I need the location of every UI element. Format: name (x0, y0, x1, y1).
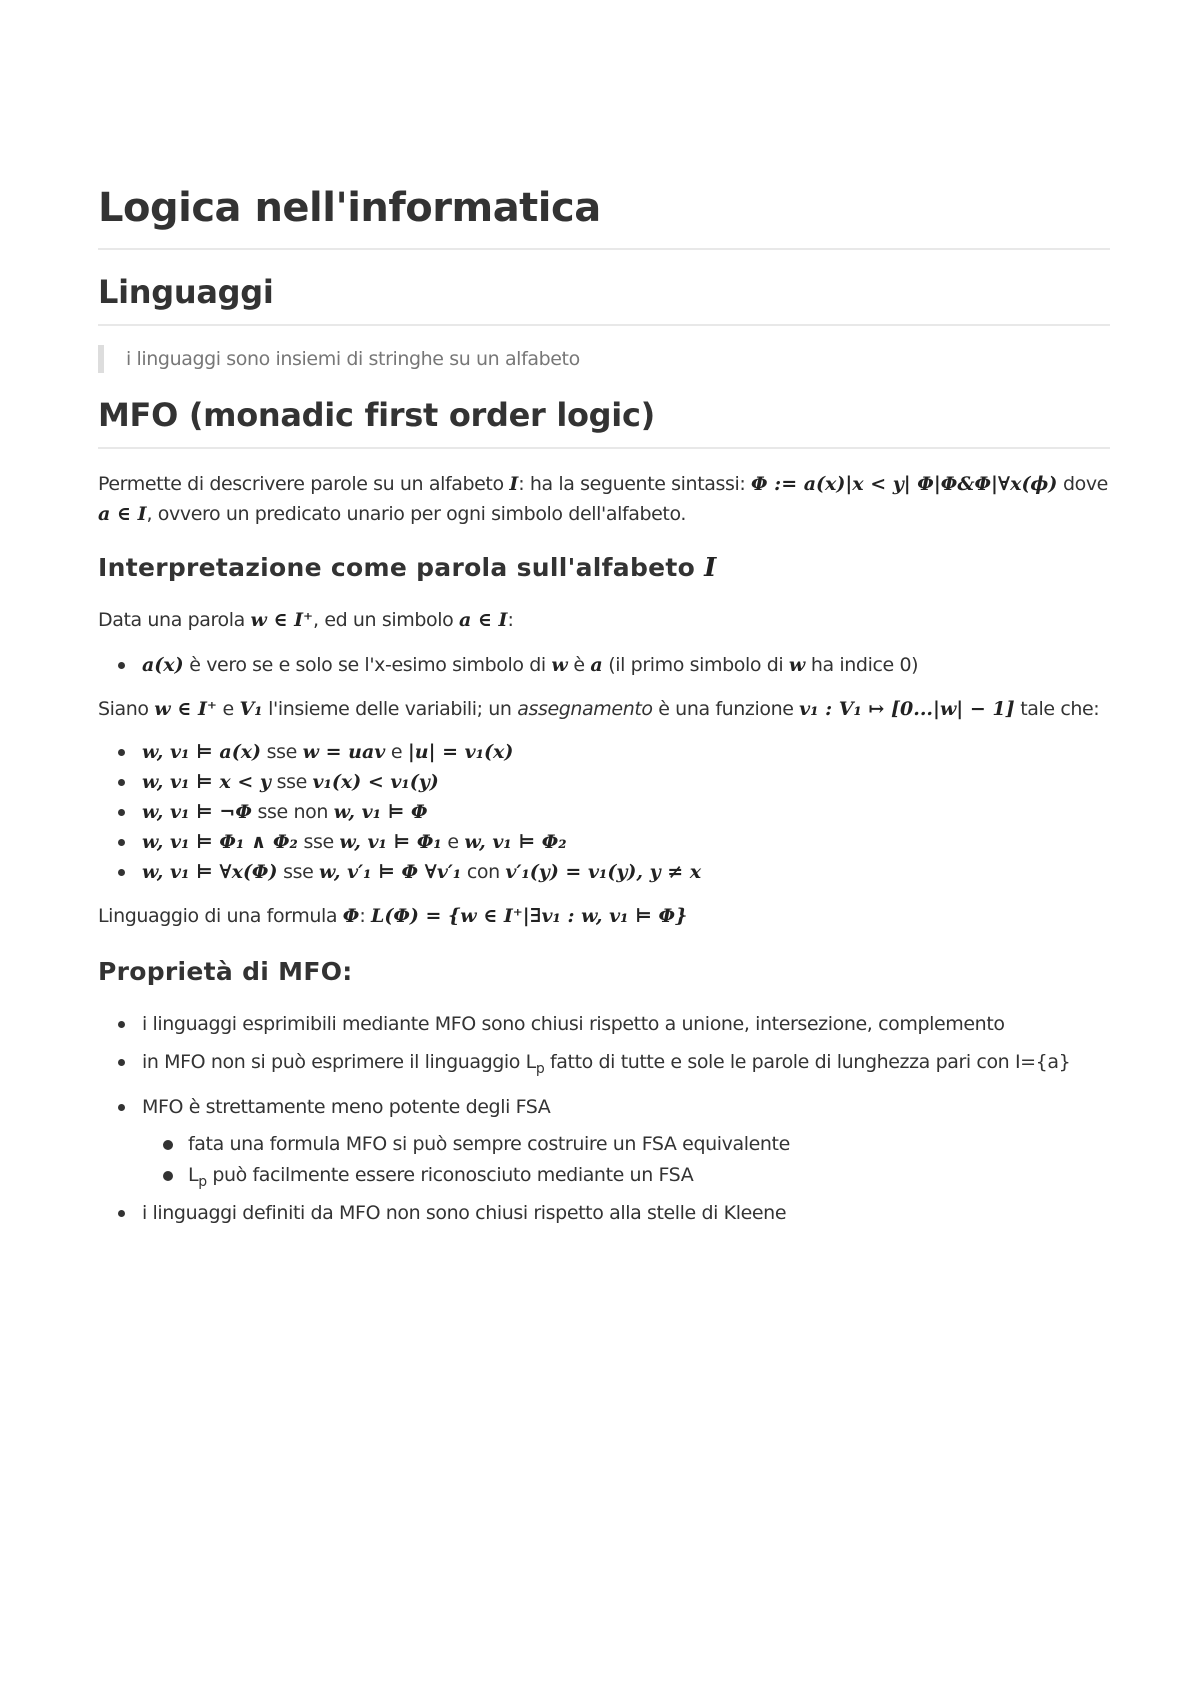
math-formula: L(Φ) = {w ∈ I⁺|∃v₁ : w, v₁ ⊨ Φ} (370, 905, 688, 927)
heading-linguaggi: Linguaggi (98, 273, 274, 311)
math: w, v₁ ⊨ a(x) (142, 741, 262, 763)
text: è (567, 654, 591, 676)
list-item: i linguaggi esprimibili mediante MFO sono chiusi rispetto a unione, intersezione, complemento (98, 1009, 1110, 1040)
page-title: Logica nell'informatica (98, 185, 601, 231)
list-item (98, 650, 1110, 681)
data-paragraph (98, 605, 1110, 635)
list-item (98, 857, 1110, 887)
math: w, v₁ ⊨ Φ (333, 801, 428, 823)
math: a ∈ I (98, 503, 147, 525)
math: a ∈ I (458, 609, 508, 631)
title-divider (98, 248, 1110, 250)
text: è vero se e solo se l'x-esimo simbolo di (183, 654, 552, 676)
text: e (216, 698, 240, 720)
math: V₁ (239, 698, 263, 720)
math: w ∈ I⁺ (250, 609, 314, 631)
mfo-divider (98, 447, 1110, 449)
list-item (98, 1047, 1110, 1085)
math: I (509, 473, 519, 495)
math: w, v₁ ⊨ Φ₁ ∧ Φ₂ (142, 831, 298, 853)
text: fatto di tutte e sole le parole di lunghezza pari con I={a} (544, 1051, 1071, 1073)
math: w ∈ I⁺ (154, 698, 217, 720)
text: con (461, 861, 506, 883)
list-item (98, 1092, 1110, 1198)
text: l'insieme delle variabili; un (262, 698, 518, 720)
heading-proprieta: Proprietà di MFO: (98, 957, 353, 986)
text: è una funzione (652, 698, 800, 720)
text: sse non (251, 801, 334, 823)
math: a (590, 654, 603, 676)
emphasis-assegnamento: assegnamento (517, 698, 653, 720)
heading-mfo: MFO (monadic first order logic) (98, 396, 655, 434)
list-item (98, 737, 1110, 767)
list-item (98, 797, 1110, 827)
text: dove (1057, 473, 1108, 495)
text: L (188, 1163, 199, 1186)
text: , ed un simbolo (313, 609, 459, 631)
math: v₁(x) < v₁(y) (312, 771, 439, 793)
math: w, v₁ ⊨ x < y (142, 771, 271, 793)
subscript: p (198, 1173, 207, 1190)
text: , ovvero un predicato unario per ogni simbolo dell'alfabeto. (146, 503, 687, 525)
subscript: p (535, 1060, 545, 1077)
text: Permette di descrivere parole su un alfabeto (98, 473, 510, 495)
document-page (98, 180, 1110, 1229)
math: |u| = v₁(x) (407, 741, 514, 763)
text: : (359, 905, 371, 927)
nested-list (98, 1129, 1110, 1198)
text: sse (297, 831, 340, 853)
math: w = uav (302, 741, 386, 763)
list-item (98, 767, 1110, 797)
text: Siano (98, 698, 155, 720)
math: w, v₁ ⊨ Φ₂ (464, 831, 567, 853)
text: tale che: (1014, 698, 1100, 720)
text: MFO è strettamente meno potente degli FSA (142, 1095, 551, 1118)
math: w, v₁ ⊨ Φ₁ (339, 831, 442, 853)
semantics-rules-list (98, 737, 1110, 887)
math: w (788, 654, 806, 676)
interpretation-list (98, 650, 1110, 681)
math: w, v′₁ ⊨ Φ ∀v′₁ (319, 861, 462, 883)
math: v₁ : V₁ ↦ [0...|w| − 1] (799, 698, 1015, 720)
blockquote-linguaggi: i linguaggi sono insiemi di stringhe su un alfabeto (98, 345, 1110, 373)
mfo-intro-paragraph (98, 469, 1110, 529)
list-item (98, 827, 1110, 857)
text: può facilmente essere riconosciuto mediante un FSA (206, 1163, 694, 1186)
nested-list-item: fata una formula MFO si può sempre costruire un FSA equivalente (98, 1129, 1110, 1160)
math: Φ (342, 905, 360, 927)
heading-interpretazione (98, 551, 1110, 585)
math: w, v₁ ⊨ ∀x(Φ) (142, 861, 278, 883)
text: (il primo simbolo di (602, 654, 789, 676)
text: Linguaggio di una formula (98, 905, 343, 927)
text: sse (270, 771, 313, 793)
math: w, v₁ ⊨ ¬Φ (142, 801, 252, 823)
properties-list (98, 1009, 1110, 1229)
linguaggi-divider (98, 324, 1110, 326)
text: sse (261, 741, 303, 763)
nested-list-item (98, 1160, 1110, 1198)
math: w (551, 654, 568, 676)
text: Data una parola (98, 609, 251, 631)
math-syntax: Φ := a(x)|x < y| Φ|Φ&Φ|∀x(ϕ) (751, 473, 1058, 495)
list-item: i linguaggi definiti da MFO non sono chiusi rispetto alla stelle di Kleene (98, 1198, 1110, 1229)
text: e (441, 831, 465, 853)
text: : ha la seguente sintassi: (518, 473, 752, 495)
heading-math: I (704, 553, 717, 583)
text: in MFO non si può esprimere il linguaggio L (142, 1051, 536, 1073)
heading-text: Interpretazione come parola sull'alfabeto (98, 553, 705, 582)
math: v′₁(y) = v₁(y), y ≠ x (505, 861, 702, 883)
text: : (507, 609, 514, 631)
math: a(x) (142, 654, 184, 676)
text: e (385, 741, 408, 763)
text: ha indice 0) (805, 654, 919, 676)
text: sse (277, 861, 320, 883)
formula-language-paragraph (98, 901, 1110, 931)
siano-paragraph (98, 694, 1110, 724)
